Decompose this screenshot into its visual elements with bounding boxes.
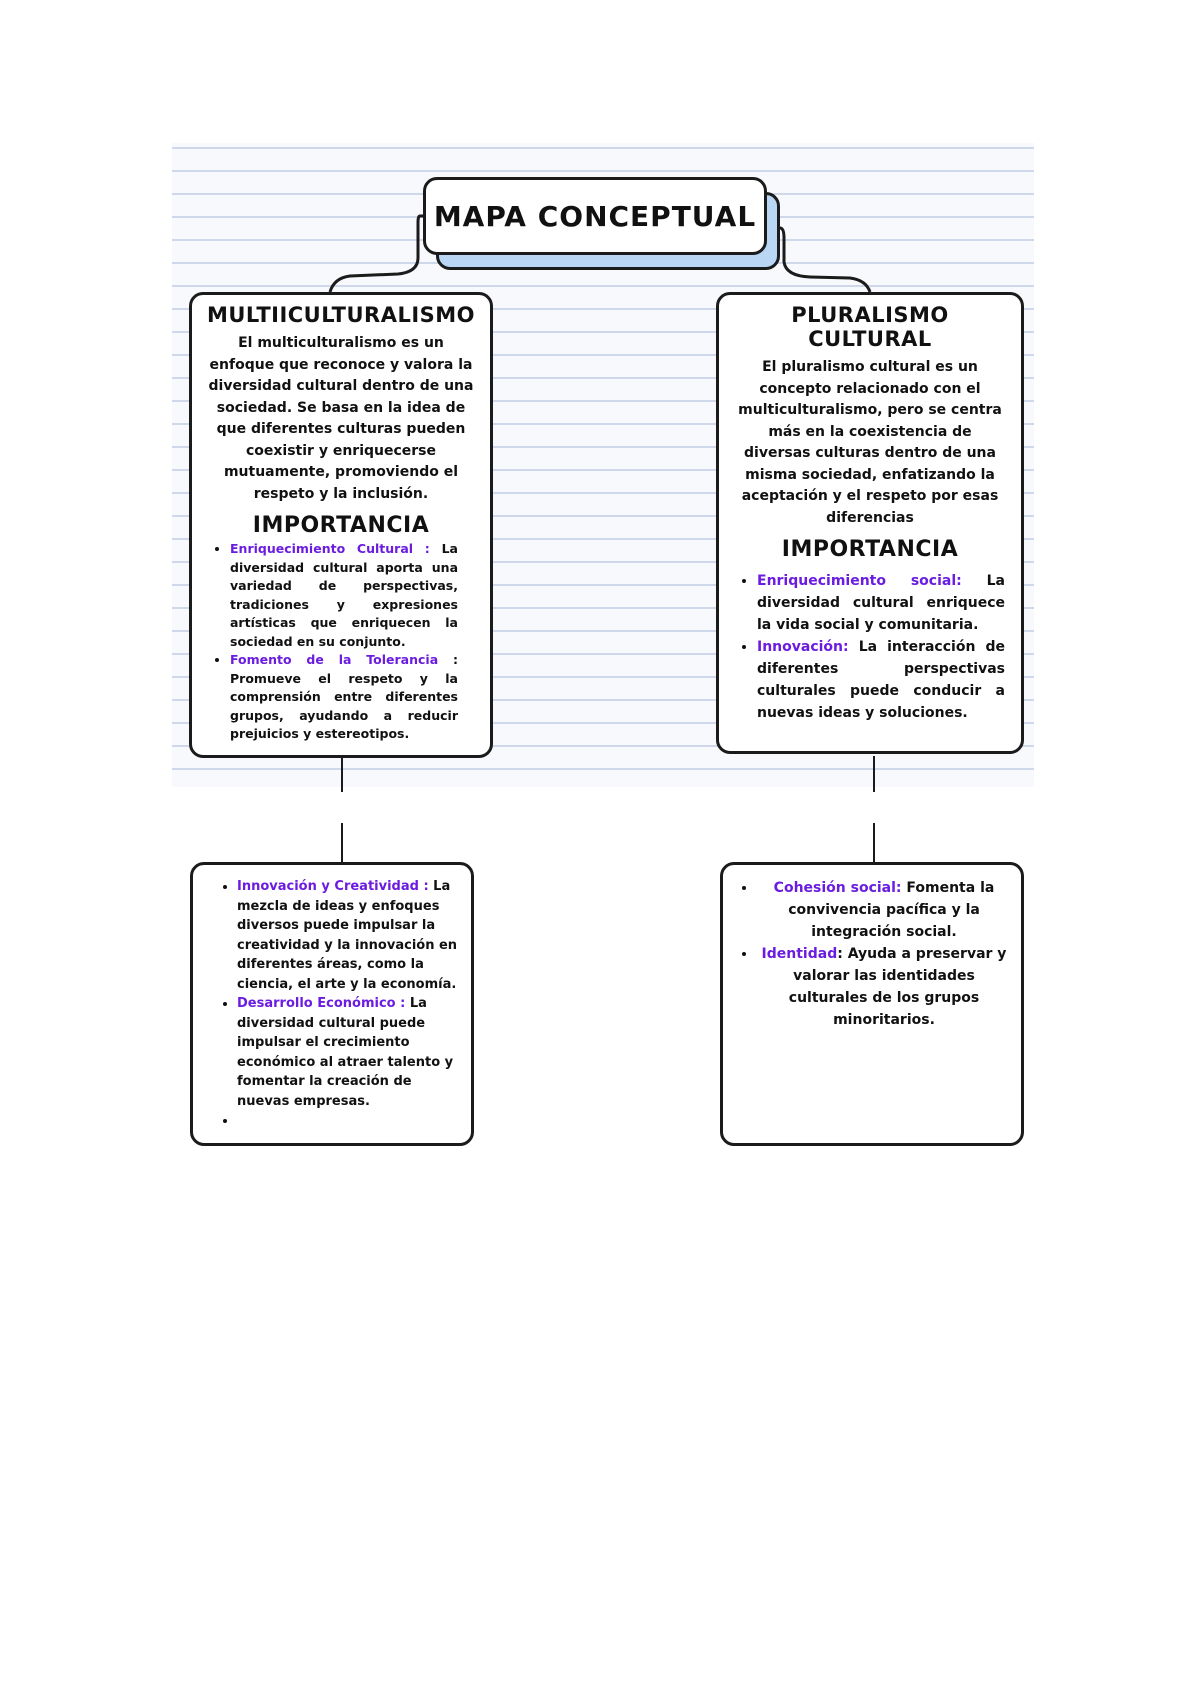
item-term: Enriquecimiento social: xyxy=(757,573,962,589)
list-item xyxy=(230,651,458,744)
item-term: Desarrollo Económico : xyxy=(237,996,406,1011)
pluralismo-heading: PLURALISMO CULTURAL xyxy=(791,303,949,351)
pluralismo-description: El pluralismo cultural es un concepto relacionado con el multiculturalismo, pero se centra más en la coexistencia de diversas culturas dentro de una misma sociedad, enfatizando la aceptación y el respeto por esas diferencias xyxy=(738,359,1002,526)
list-item xyxy=(237,877,461,994)
item-text: La diversidad cultural enriquece la vida social y comunitaria. xyxy=(757,573,1005,633)
connector-title-left xyxy=(330,216,423,292)
item-term: Fomento de la Tolerancia xyxy=(230,652,439,667)
item-term: Innovación: xyxy=(757,639,849,655)
list-item xyxy=(757,877,1011,943)
connector-title-right xyxy=(780,228,870,292)
left-lower-box xyxy=(190,862,474,1146)
list-item xyxy=(237,994,461,1111)
empty-list-item xyxy=(237,1111,461,1131)
title-box xyxy=(423,177,767,255)
item-text: La diversidad cultural aporta una variedad de perspectivas, tradiciones y expresiones artísticas que enriquecen la sociedad en su conjunto. xyxy=(230,541,458,649)
list-item xyxy=(757,570,1005,636)
right-importance-list xyxy=(733,570,1007,724)
list-item xyxy=(757,636,1005,724)
left-importance-heading: IMPORTANCIA xyxy=(252,513,430,538)
item-text: : Promueve el respeto y la comprensión entre diferentes grupos, ayudando a reducir prejuicios y estereotipos. xyxy=(230,652,458,741)
left-lower-list xyxy=(203,877,461,1131)
multiculturalismo-heading: MULTIICULTURALISMO xyxy=(206,303,476,327)
right-lower-list xyxy=(731,877,1011,1031)
item-term: Enriquecimiento Cultural : xyxy=(230,541,430,556)
item-term: Innovación y Creatividad : xyxy=(237,879,429,894)
item-text: : Ayuda a preservar y valorar las identidades culturales de los grupos minoritarios. xyxy=(788,946,1007,1028)
page-title: MAPA CONCEPTUAL xyxy=(433,199,757,233)
item-text: La interacción de diferentes perspectivas culturales puede conducir a nuevas ideas y soluciones. xyxy=(757,639,1005,721)
item-text: La diversidad cultural puede impulsar el crecimiento económico al atraer talento y fomentar la creación de nuevas empresas. xyxy=(237,996,454,1109)
multiculturalismo-description: El multiculturalismo es un enfoque que reconoce y valora la diversidad cultural dentro de una sociedad. Se basa en la idea de que diferentes culturas pueden coexistir y enriquecerse mutuamente, promoviendo el respeto y la inclusión. xyxy=(208,335,474,502)
item-text: La mezcla de ideas y enfoques diversos puede impulsar la creatividad y la innovación en diferentes áreas, como la ciencia, el arte y la economía. xyxy=(237,879,458,992)
multiculturalismo-box xyxy=(189,292,493,758)
left-importance-list xyxy=(206,540,476,744)
right-importance-heading: IMPORTANCIA xyxy=(781,537,959,562)
item-text: Fomenta la convivencia pacífica y la integración social. xyxy=(788,880,995,940)
list-item xyxy=(230,540,458,651)
item-term: Cohesión social: xyxy=(773,880,902,896)
list-item xyxy=(757,943,1011,1031)
right-lower-box xyxy=(720,862,1024,1146)
item-term: Identidad xyxy=(761,946,838,962)
pluralismo-box xyxy=(716,292,1024,754)
